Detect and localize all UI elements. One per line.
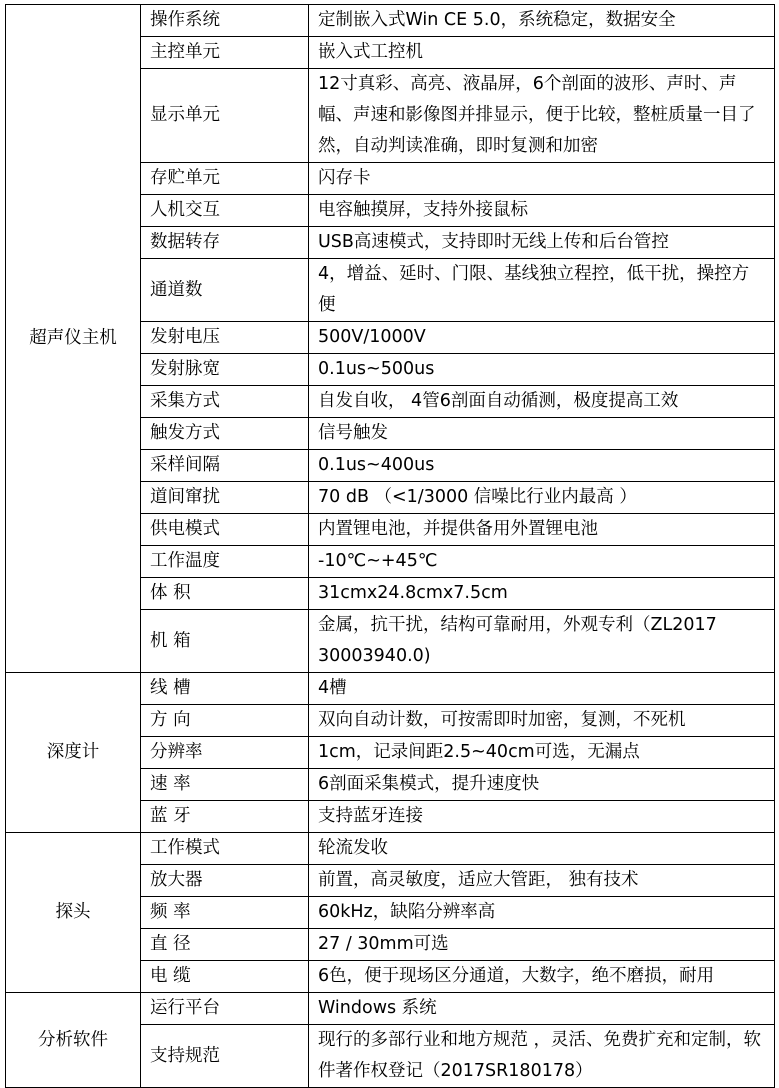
table-row (6, 993, 775, 1025)
category-cell: 超声仪主机 (6, 5, 141, 673)
spec-value: 现行的多部行业和地方规范 ，灵活、免费扩充和定制，软件著作权登记（2017SR180178） (309, 1025, 775, 1088)
spec-label: 发射脉宽 (141, 354, 309, 386)
spec-label: 发射电压 (141, 322, 309, 354)
spec-label: 人机交互 (141, 195, 309, 227)
spec-label: 运行平台 (141, 993, 309, 1025)
spec-label: 数据转存 (141, 227, 309, 259)
category-cell: 分析软件 (6, 993, 141, 1088)
category-cell: 深度计 (6, 673, 141, 833)
spec-label: 采集方式 (141, 386, 309, 418)
spec-value: 内置锂电池，并提供备用外置锂电池 (309, 514, 775, 546)
spec-value: 70 dB （<1/3000 信噪比行业内最高 ） (309, 482, 775, 514)
spec-value: 自发自收， 4管6剖面自动循测，极度提高工效 (309, 386, 775, 418)
spec-value: 4槽 (309, 673, 775, 705)
spec-value: 轮流发收 (309, 833, 775, 865)
spec-value: 金属，抗干扰，结构可靠耐用，外观专利（ZL2017 30003940.0) (309, 610, 775, 673)
spec-label: 蓝 牙 (141, 801, 309, 833)
category-cell: 探头 (6, 833, 141, 993)
spec-value: 闪存卡 (309, 163, 775, 195)
spec-table (5, 4, 775, 1088)
spec-value: 4，增益、延时、门限、基线独立程控，低干扰，操控方便 (309, 259, 775, 322)
spec-value: 500V/1000V (309, 322, 775, 354)
spec-value: 信号触发 (309, 418, 775, 450)
spec-label: 线 槽 (141, 673, 309, 705)
table-row (6, 833, 775, 865)
spec-label: 速 率 (141, 769, 309, 801)
spec-value: Windows 系统 (309, 993, 775, 1025)
spec-label: 频 率 (141, 897, 309, 929)
spec-value: 27 / 30mm可选 (309, 929, 775, 961)
spec-value: 定制嵌入式Win CE 5.0，系统稳定，数据安全 (309, 5, 775, 37)
spec-label: 放大器 (141, 865, 309, 897)
spec-label: 存贮单元 (141, 163, 309, 195)
table-row (6, 673, 775, 705)
spec-value: 0.1us~500us (309, 354, 775, 386)
spec-label: 供电模式 (141, 514, 309, 546)
spec-value: 6色，便于现场区分通道，大数字，绝不磨损，耐用 (309, 961, 775, 993)
spec-table-body (6, 5, 775, 1088)
spec-value: 支持蓝牙连接 (309, 801, 775, 833)
spec-label: 主控单元 (141, 37, 309, 69)
table-row (6, 5, 775, 37)
spec-value: 12寸真彩、高亮、液晶屏，6个剖面的波形、声时、声幅、声速和影像图并排显示，便于比较，整桩质量一目了然，自动判读准确，即时复测和加密 (309, 69, 775, 163)
spec-value: 前置，高灵敏度，适应大管距， 独有技术 (309, 865, 775, 897)
spec-label: 操作系统 (141, 5, 309, 37)
spec-label: 通道数 (141, 259, 309, 322)
spec-label: 支持规范 (141, 1025, 309, 1088)
spec-label: 工作温度 (141, 546, 309, 578)
spec-value: 0.1us~400us (309, 450, 775, 482)
spec-label: 显示单元 (141, 69, 309, 163)
spec-label: 方 向 (141, 705, 309, 737)
spec-label: 体 积 (141, 578, 309, 610)
spec-value: 6剖面采集模式，提升速度快 (309, 769, 775, 801)
spec-value: 60kHz，缺陷分辨率高 (309, 897, 775, 929)
spec-label: 直 径 (141, 929, 309, 961)
spec-label: 触发方式 (141, 418, 309, 450)
spec-label: 分辨率 (141, 737, 309, 769)
spec-label: 道间窜扰 (141, 482, 309, 514)
spec-value: USB高速模式，支持即时无线上传和后台管控 (309, 227, 775, 259)
spec-value: 电容触摸屏，支持外接鼠标 (309, 195, 775, 227)
spec-label: 采样间隔 (141, 450, 309, 482)
spec-value: 31cmx24.8cmx7.5cm (309, 578, 775, 610)
spec-value: -10℃~+45℃ (309, 546, 775, 578)
spec-label: 电 缆 (141, 961, 309, 993)
spec-value: 1cm，记录间距2.5~40cm可选，无漏点 (309, 737, 775, 769)
spec-label: 工作模式 (141, 833, 309, 865)
spec-label: 机 箱 (141, 610, 309, 673)
spec-value: 嵌入式工控机 (309, 37, 775, 69)
spec-value: 双向自动计数，可按需即时加密，复测，不死机 (309, 705, 775, 737)
